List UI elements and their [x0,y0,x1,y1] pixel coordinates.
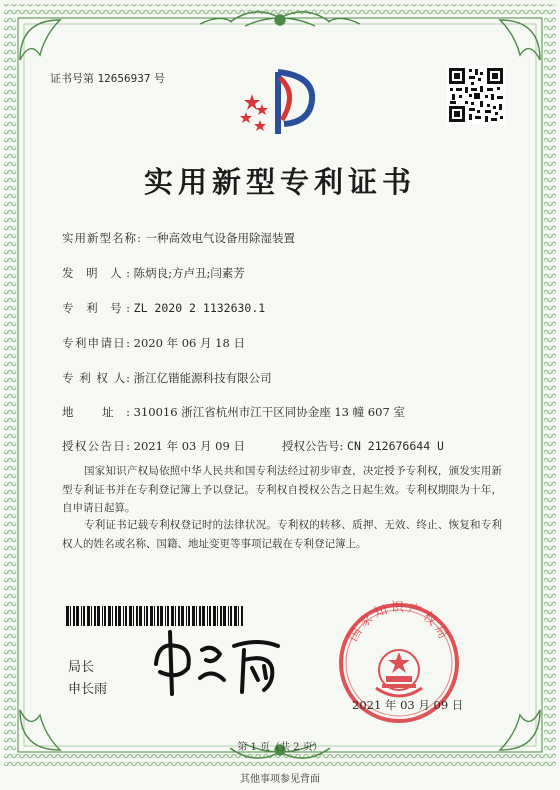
barcode-bar [228,606,229,626]
barcode-bar [87,606,90,626]
barcode-bar [146,606,148,626]
announce-date-value: 2021 年 03 月 09 日 [133,439,245,453]
page-indicator: 第 1 页（共 2 页） [237,742,323,753]
barcode-bar [70,606,71,626]
seal-text: 国家知识产权局 [346,600,452,645]
barcode-bar [165,606,166,626]
inventor-value: 陈炳良;方卢丑;闫素芳 [133,266,245,280]
barcode-bar [108,606,111,626]
barcode-bar [83,606,85,626]
field-patent-number [62,300,265,316]
barcode-bar [199,606,201,626]
barcode-bar [160,606,163,626]
back-note: 其他事项参见背面 [240,774,320,785]
barcode-bar [73,606,75,626]
filing-date-value: 2020 年 06 月 18 日 [133,336,245,350]
barcode-bar [241,606,243,626]
field-patent-owner [62,370,272,386]
signature-title: 局长 [68,660,95,675]
barcode-bar [186,606,187,626]
cert-no-value: 12656937 [97,72,151,85]
paragraph-legal-status: 专利证书记载专利权登记时的法律状况。专利权的转移、质押、无效、终止、恢复和专利权人的姓名或名称、国籍、地址变更等事项记载在专利登记簿上。 [62,519,502,550]
qr-code-icon [447,66,505,124]
patent-no-value: ZL 2020 2 1132630.1 [133,301,266,315]
paragraph-grant-statement: 国家知识产权局依照中华人民共和国专利法经过初步审查，决定授予专利权，颁发实用新型专利证书并在专利登记簿上予以登记。专利权自授权公告之日起生效。专利权期限为十年，自申请日起算。 [62,465,502,514]
barcode-bar [178,606,180,626]
barcode-bar [112,606,113,626]
barcode-bar [230,606,232,626]
owner-label: 专 利 权 人: [62,371,130,385]
barcode-bar [154,606,155,626]
field-announcement-date [62,438,245,454]
barcode-bar [123,606,124,626]
field-utility-model-name [62,230,295,246]
barcode-bar [157,606,159,626]
barcode-bar [97,606,100,626]
signature-name: 申长雨 [68,682,108,697]
cert-no-suffix: 号 [153,72,165,85]
barcode-bar [175,606,176,626]
barcode-bar [91,606,92,626]
barcode-bar [66,606,69,626]
handwritten-signature-icon [148,624,288,702]
barcode-icon [66,606,246,626]
field-address [62,404,405,420]
barcode-bar [144,606,145,626]
barcode-bar [150,606,153,626]
field-announcement-number [282,438,444,454]
barcode-bar [139,606,142,626]
field-filing-date [62,335,245,351]
barcode-bar [192,606,195,626]
address-value: 310016 浙江省杭州市江干区同协金座 13 幢 607 室 [133,405,405,419]
cert-no-label: 证书号第 [50,72,94,85]
barcode-bar [220,606,222,626]
barcode-bar [167,606,169,626]
barcode-bar [171,606,174,626]
barcode-bar [118,606,121,626]
name-label: 实用新型名称: [62,231,142,245]
barcode-bar [115,606,117,626]
barcode-bar [133,606,134,626]
barcode-bar [209,606,211,626]
certificate-title: 实用新型专利证书 [143,165,416,199]
seal-date: 2021 年 03 月 09 日 [352,698,464,712]
announce-no-label: 授权公告号: [282,439,344,453]
certificate-number [50,70,165,86]
cnipa-logo-icon [232,64,322,140]
field-inventor [62,265,245,281]
announce-date-label: 授权公告日: [62,439,130,453]
barcode-bar [234,606,237,626]
barcode-bar [94,606,96,626]
filing-date-label: 专利申请日: [62,336,130,350]
owner-value: 浙江亿锴能源科技有限公司 [133,371,272,385]
patent-no-label: 专 利 号: [62,301,130,315]
barcode-bar [181,606,184,626]
barcode-bar [129,606,132,626]
barcode-bar [125,606,127,626]
name-value: 一种高效电气设备用除湿装置 [145,231,296,245]
barcode-bar [104,606,106,626]
barcode-bar [102,606,103,626]
barcode-bar [207,606,208,626]
barcode-bar [76,606,79,626]
barcode-bar [136,606,138,626]
inventor-label: 发 明 人: [62,266,130,280]
address-label: 地 址: [62,405,130,419]
barcode-bar [217,606,218,626]
barcode-bar [213,606,216,626]
barcode-bar [188,606,190,626]
announce-no-value: CN 212676644 U [347,439,444,453]
barcode-bar [223,606,226,626]
barcode-bar [81,606,82,626]
barcode-bar [202,606,205,626]
barcode-bar [238,606,239,626]
barcode-bar [196,606,197,626]
svg-text:国家知识产权局 [346,601,452,645]
